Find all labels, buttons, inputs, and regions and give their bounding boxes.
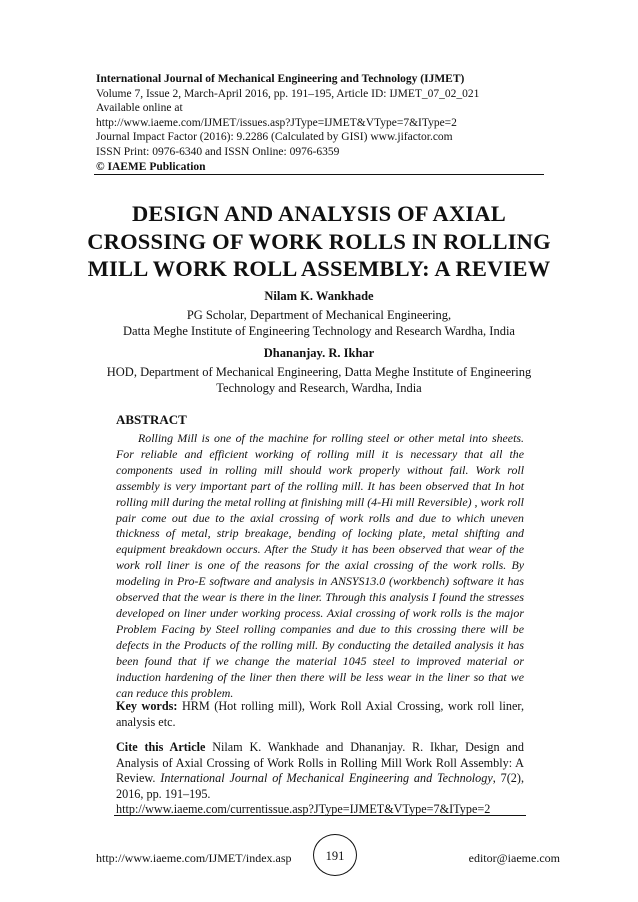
citation-label: Cite this Article	[116, 740, 206, 754]
journal-name: International Journal of Mechanical Engineering and Technology (IJMET)	[96, 73, 465, 85]
abstract-section	[116, 412, 524, 701]
author-block-1	[40, 288, 598, 339]
citation-details: , 7(2), 2016, pp. 191–195.	[116, 771, 525, 801]
issue-url-link[interactable]: http://www.iaeme.com/IJMET/issues.asp?JType=IJMET&VType=7&IType=2	[96, 116, 457, 129]
author-affiliation: PG Scholar, Department of Mechanical Engineering,	[186, 308, 452, 322]
footer-email-link[interactable]: editor@iaeme.com	[468, 851, 560, 865]
author-block-2	[40, 345, 598, 396]
author-affiliation: Technology and Research, Wardha, India	[216, 381, 422, 395]
citation-journal: International Journal of Mechanical Engineering and Technology	[160, 771, 493, 786]
publisher-line: © IAEME Publication	[96, 160, 206, 173]
citation-text: Nilam K. Wankhade and Dhananjay. R. Ikhar, Design and Analysis of Axial Crossing of Work Rolls in Rolling Mill Work Roll Assembly: A Review.	[116, 740, 524, 786]
issn-line: ISSN Print: 0976-6340 and ISSN Online: 0976-6359	[96, 145, 340, 158]
volume-line: Volume 7, Issue 2, March-April 2016, pp. 191–195, Article ID: IJMET_07_02_021	[96, 87, 480, 100]
journal-header	[96, 72, 544, 174]
author-name: Nilam K. Wankhade	[264, 289, 374, 303]
keywords-section	[116, 699, 524, 730]
abstract-heading: ABSTRACT	[116, 412, 187, 427]
title-line: CROSSING OF WORK ROLLS IN ROLLING	[87, 228, 551, 254]
paper-title	[60, 200, 578, 283]
keywords-text: HRM (Hot rolling mill), Work Roll Axial Crossing, work roll liner, analysis etc.	[116, 699, 524, 729]
available-online: Available online at	[96, 102, 183, 115]
author-affiliation: HOD, Department of Mechanical Engineering, Datta Meghe Institute of Engineering	[106, 365, 532, 379]
citation-divider	[114, 815, 526, 816]
footer-url-link[interactable]: http://www.iaeme.com/IJMET/index.asp	[96, 851, 292, 865]
title-line: DESIGN AND ANALYSIS OF AXIAL	[131, 201, 507, 226]
impact-factor: Journal Impact Factor (2016): 9.2286 (Calculated by GISI) www.jifactor.com	[96, 131, 453, 144]
abstract-text: Rolling Mill is one of the machine for rolling steel or other metal into sheets. For reliable and efficient working of rolling mill it is necessary that all the components used in rolling mill should work properly without fail. Work roll assembly is very important part of the rolling mill. It has been observed that In hot rolling mill during the metal rolling at finishing mill (4-Hi mill Reversible) , work roll pair come out due to the axial crossing of work rolls and due to which uneven thickness of metal, strip breakage, bending of locking plate, metal shifting and equipment breakdown occurs. After the Study it has been observed that wear of the work roll liner is one of the reasons for the axial crossing of the work rolls. By modeling in Pro-E software and analysis in ANSYS13.0 (workbench) software it has observed that the wear is there in the liner. Through this analysis I found the stresses developed on liner under working process. Axial crossing of work rolls is the major Problem Facing by Steel rolling companies and due to this crossing there will be defects in the Products of the rolling mill. By conducting the detailed analysis it has been found that if we change the material 1045 steel to improved material or induction hardening of the liner then there will be less wear in the liner so that we can reduce this problem.	[116, 431, 524, 700]
keywords-label: Key words:	[116, 699, 178, 713]
citation-section	[116, 740, 524, 818]
author-name: Dhananjay. R. Ikhar	[263, 346, 375, 360]
author-affiliation: Datta Meghe Institute of Engineering Technology and Research Wardha, India	[123, 324, 515, 338]
citation-url-link[interactable]: http://www.iaeme.com/currentissue.asp?JType=IJMET&VType=7&IType=2	[116, 802, 491, 817]
page-number: 191	[313, 834, 357, 876]
title-line: MILL WORK ROLL ASSEMBLY: A REVIEW	[87, 256, 551, 281]
header-divider	[94, 174, 544, 175]
